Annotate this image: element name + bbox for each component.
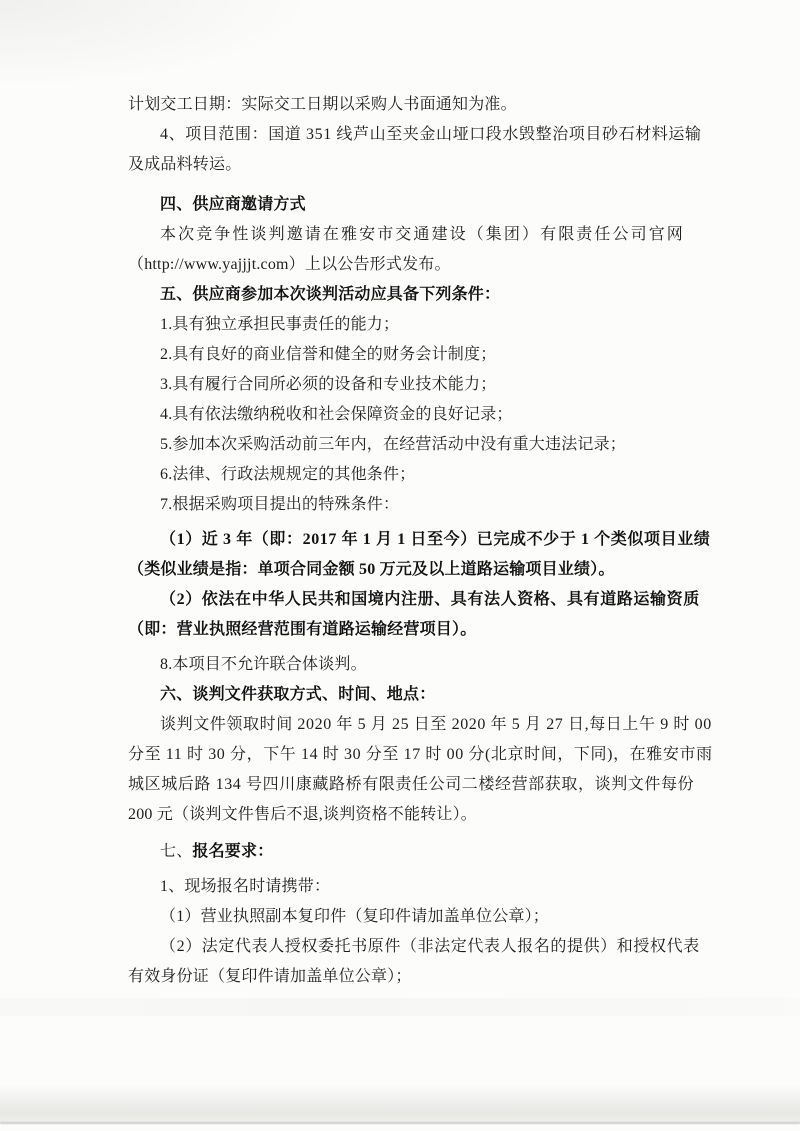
scan-shading-top-left	[0, 0, 320, 90]
document-line-segment: 七、	[160, 843, 193, 860]
document-line: 1、现场报名时请携带：	[160, 878, 331, 895]
document-line: 4、项目范围：国道 351 线芦山至夹金山垭口段水毁整治项目砂石材料运输	[160, 126, 702, 143]
document-line: 及成品料转运。	[128, 156, 242, 173]
scan-shading-faint-band	[0, 998, 800, 1016]
document-line: 分至 11 时 30 分，下午 14 时 30 分至 17 时 00 分(北京时间，下同)，在雅安市雨	[128, 746, 713, 763]
document-line: （2）依法在中华人民共和国境内注册、具有法人资格、具有道路运输资质	[160, 591, 700, 608]
document-line: 1.具有独立承担民事责任的能力；	[160, 316, 400, 333]
document-line: 2.具有良好的商业信誉和健全的财务会计制度；	[160, 346, 497, 363]
document-line: 3.具有履行合同所必须的设备和专业技术能力；	[160, 376, 497, 393]
document-line: 本次竞争性谈判邀请在雅安市交通建设（集团）有限责任公司官网	[160, 226, 685, 243]
document-line: （http://www.yajjjt.com）上以公告形式发布。	[128, 256, 451, 273]
document-line: 五、供应商参加本次谈判活动应具备下列条件：	[160, 286, 501, 303]
document-line-segment: 报名要求：	[192, 843, 274, 860]
document-line: 四、供应商邀请方式	[160, 196, 306, 213]
document-line: （1）营业执照副本复印件（复印件请加盖单位公章）；	[160, 908, 550, 925]
document-line: 谈判文件领取时间 2020 年 5 月 25 日至 2020 年 5 月 27 日,每日上午 9 时 00	[160, 716, 712, 733]
scan-shading-bottom-band	[0, 1084, 800, 1122]
document-line: 有效身份证（复印件请加盖单位公章）；	[128, 968, 412, 985]
document-line: 200 元（谈判文件售后不退,谈判资格不能转让）。	[128, 806, 478, 823]
scan-artifact-line	[0, 1122, 800, 1124]
document-line: 5.参加本次采购活动前三年内，在经营活动中没有重大违法记录；	[160, 436, 627, 453]
document-line: 计划交工日期：实际交工日期以采购人书面通知为准。	[128, 96, 517, 113]
document-body	[128, 90, 713, 992]
document-line: 6.法律、行政法规规定的其他条件；	[160, 466, 416, 483]
document-line: （2）法定代表人授权委托书原件（非法定代表人报名的提供）和授权代表	[160, 938, 700, 955]
document-line	[128, 837, 676, 867]
document-line: 8.本项目不允许联合体谈判。	[160, 656, 367, 673]
document-line: （类似业绩是指：单项合同金额 50 万元及以上道路运输项目业绩）。	[128, 561, 615, 578]
document-line: （1）近 3 年（即：2017 年 1 月 1 日至今）已完成不少于 1 个类似项目业绩	[160, 531, 711, 548]
document-line: （即：营业执照经营范围有道路运输经营项目）。	[128, 621, 477, 638]
document-line: 4.具有依法缴纳税收和社会保障资金的良好记录；	[160, 406, 513, 423]
document-line: 城区城后路 134 号四川康藏路桥有限责任公司二楼经营部获取，谈判文件每份	[128, 776, 695, 793]
document-line: 六、谈判文件获取方式、时间、地点：	[160, 686, 436, 703]
document-line: 7.根据采购项目提出的特殊条件：	[160, 496, 400, 513]
